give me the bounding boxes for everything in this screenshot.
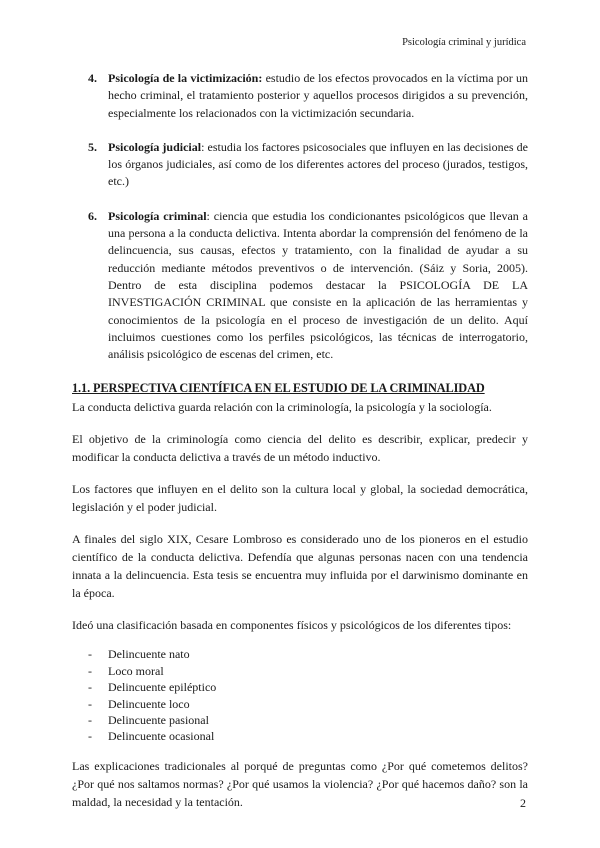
closing-paragraph: Las explicaciones tradicionales al porqué de preguntas como ¿Por qué cometemos delitos? ¿Por qué nos saltamos normas? ¿Por qué usamos la violencia? ¿Por qué hacemos daño? son la maldad, la necesidad y la tentación. xyxy=(72,758,528,809)
item-term: Psicología judicial xyxy=(108,139,202,154)
list-item xyxy=(72,646,528,662)
numbered-list xyxy=(72,70,528,363)
list-item-text: Delincuente pasional xyxy=(108,713,209,728)
paragraph: A finales del siglo XIX, Cesare Lombroso es considerado uno de los pioneros en el estudio científico de la conducta delictiva. Defendía que algunas personas nacen con una tendencia innata a la delincuencia. Esta tesis se encuentra muy influida por el darwinismo dominante en la época. xyxy=(72,532,528,601)
item-text: : estudia los factores psicosociales que influyen en las decisiones de los órganos judiciales, así como de los diferentes actores del proceso (jurados, testigos, etc.) xyxy=(108,139,529,189)
page-body xyxy=(72,70,528,825)
dash-bullet: - xyxy=(88,680,92,695)
item-text: estudio de los efectos provocados en la víctima por un hecho criminal, el tratamiento posterior y aquellos procesos dirigidos a su prevención, especialmente los relacionados con la victimización secundaria. xyxy=(108,71,529,120)
dash-bullet: - xyxy=(88,713,92,728)
list-item-criminal xyxy=(72,208,528,364)
list-item-text: Delincuente nato xyxy=(108,647,190,662)
page-number: 2 xyxy=(520,796,526,810)
dash-bullet: - xyxy=(88,696,92,711)
paragraph: Los factores que influyen en el delito son la cultura local y global, la sociedad democrática, legislación y el poder judicial. xyxy=(72,482,528,515)
paragraph: La conducta delictiva guarda relación con la criminología, la psicología y la sociología. xyxy=(72,400,492,415)
dash-bullet: - xyxy=(88,729,92,744)
item-number: 5. xyxy=(88,139,97,154)
list-item-victimizacion xyxy=(72,70,528,122)
list-item xyxy=(72,728,528,744)
list-item-text: Delincuente ocasional xyxy=(108,729,215,744)
list-item xyxy=(72,663,528,679)
dash-bullet: - xyxy=(88,647,92,662)
type-list xyxy=(72,646,528,744)
item-term: Psicología criminal xyxy=(108,208,207,223)
list-item xyxy=(72,696,528,712)
paragraph: Ideó una clasificación basada en componentes físicos y psicológicos de los diferentes tipos: xyxy=(72,618,512,633)
item-text: : ciencia que estudia los condicionantes psicológicos que llevan a una persona a la conducta delictiva. Intenta abordar la comprensión del fenómeno de la delincuencia, sus causas, efectos y tratamiento, con la finalidad de ayudar a su reducción mediante métodos preventivos o de intervención. (Sáiz y Soria, 2005). Dentro de esta disciplina podemos destacar la PSICOLOGÍA DE LA INVESTIGACIÓN CRIMINAL que consiste en la aplicación de las herramientas y conocimientos de la psicología en el proceso de investigación de un delito. Aquí incluimos cuestiones como los perfiles psicológicos, las técnicas de interrogatorio, análisis psicológico de escenas del crimen, etc. xyxy=(108,208,528,362)
list-item-text: Loco moral xyxy=(108,663,164,678)
running-header: Psicología criminal y jurídica xyxy=(402,37,526,48)
item-number: 4. xyxy=(88,71,97,85)
item-term: Psicología de la victimización: xyxy=(108,71,263,85)
list-item-judicial xyxy=(72,139,528,191)
list-item xyxy=(72,679,528,695)
item-number: 6. xyxy=(88,208,97,223)
list-item xyxy=(72,712,528,728)
section-heading: 1.1. PERSPECTIVA CIENTÍFICA EN EL ESTUDIO DE LA CRIMINALIDAD xyxy=(72,381,485,396)
list-item-text: Delincuente loco xyxy=(108,696,190,711)
list-item-text: Delincuente epiléptico xyxy=(108,680,217,695)
paragraph: El objetivo de la criminología como ciencia del delito es describir, explicar, predecir y modificar la conducta delictiva a través de un método inductivo. xyxy=(72,432,528,465)
dash-bullet: - xyxy=(88,663,92,678)
